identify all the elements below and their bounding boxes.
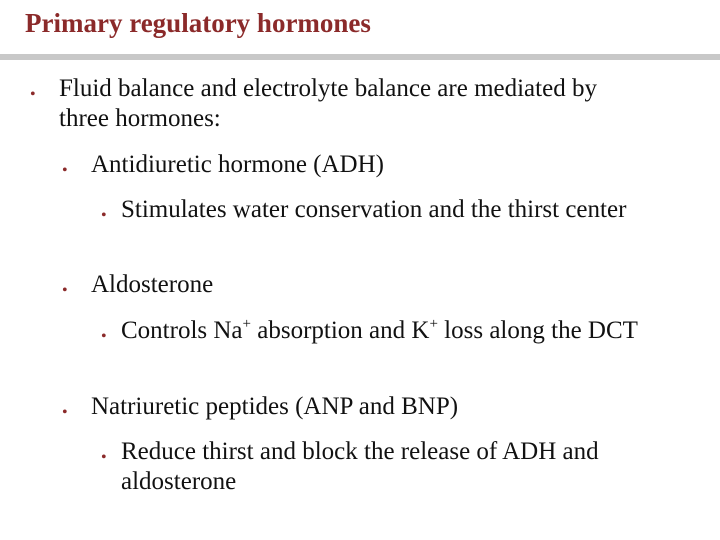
bullet-text: Natriuretic peptides (ANP and BNP)	[91, 393, 459, 420]
superscript-plus: +	[242, 316, 251, 332]
title-divider	[0, 54, 720, 60]
bullet-aldosterone-detail	[101, 316, 691, 346]
bullet-natriuretic	[62, 392, 691, 422]
bullet-text: Fluid balance and electrolyte balance are mediated by three hormones:	[59, 75, 597, 132]
bullet-fluid-balance	[30, 74, 639, 134]
bullet-adh-detail	[101, 195, 711, 225]
bullet-text: Controls Na+ absorption and K+ loss along the DCT	[121, 316, 638, 344]
bullet-text: Stimulates water conservation and the thirst center	[121, 196, 627, 223]
bullet-text: Aldosterone	[91, 271, 214, 298]
bullet-aldosterone	[62, 270, 691, 300]
bullet-marker: •	[30, 86, 36, 103]
bullet-marker: •	[62, 162, 68, 179]
bullet-text: Antidiuretic hormone (ADH)	[91, 151, 384, 178]
bullet-marker: •	[62, 282, 68, 299]
bullet-natriuretic-detail	[101, 437, 701, 497]
bullet-marker: •	[101, 328, 107, 345]
bullet-text: Reduce thirst and block the release of ADH and aldosterone	[121, 438, 599, 495]
bullet-marker: •	[101, 449, 107, 466]
bullet-adh	[62, 150, 691, 180]
superscript-plus: +	[429, 316, 438, 332]
bullet-marker: •	[101, 207, 107, 224]
slide-title: Primary regulatory hormones	[25, 8, 371, 38]
bullet-marker: •	[62, 404, 68, 421]
